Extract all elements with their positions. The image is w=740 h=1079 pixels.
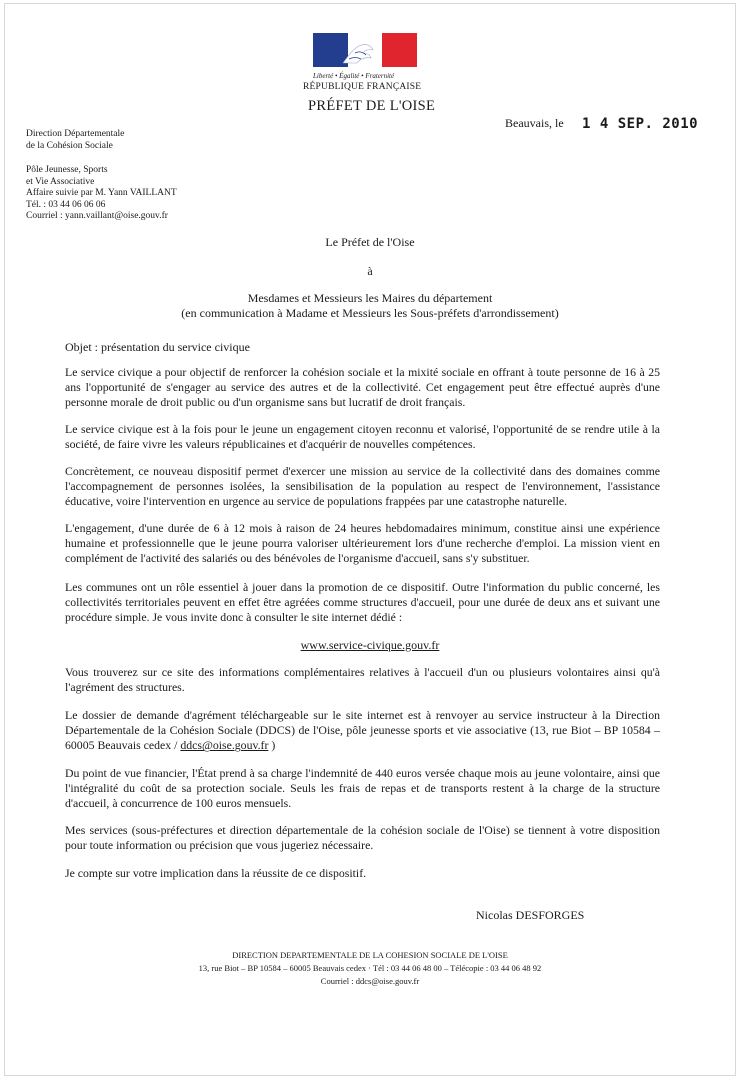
body-paragraph-2: Le service civique est à la fois pour le jeune un engagement citoyen reconnu et valorisé, l'opportunité de se rendre utile à la société, de faire vivre les valeurs républicaines et d'acquérir de nouvelles compétences. [65, 422, 660, 452]
paragraph-text-end: ) [268, 738, 276, 753]
letter-subject: Objet : présentation du service civique [65, 340, 250, 354]
body-paragraph-5: Les communes ont un rôle essentiel à jouer dans la promotion de ce dispositif. Outre l'information du public concerné, les collectivités territoriales peuvent en effet être agréées comme structures d'accueil, pour une durée de deux ans et suivant une procédure simple. Je vous invite donc à consulter le site internet dédié : [65, 580, 660, 625]
sender-block-contact [26, 165, 177, 223]
footer-line-2: 13, rue Biot – BP 10584 – 60005 Beauvais cedex · Tél : 03 44 06 48 00 – Télécopie : 03 44 06 48 92 [198, 963, 542, 973]
prefet-title: PRÉFET DE L'OISE [308, 98, 436, 114]
republique-francaise: RÉPUBLIQUE FRANÇAISE [303, 82, 422, 92]
website-link[interactable]: www.service-civique.gouv.fr [300, 638, 440, 652]
addressee-from: Le Préfet de l'Oise [325, 235, 415, 249]
sender-line: Tél. : 03 44 06 06 06 [26, 199, 106, 210]
addressee-cc: (en communication à Madame et Messieurs les Sous-préfets d'arrondissement) [181, 306, 559, 320]
addressee-recipients: Mesdames et Messieurs les Maires du département [247, 291, 493, 305]
sender-line: et Vie Associative [26, 176, 95, 187]
motto: Liberté • Égalité • Fraternité [313, 72, 395, 80]
footer-line-1: DIRECTION DEPARTEMENTALE DE LA COHESION SOCIALE DE L'OISE [232, 950, 508, 960]
sender-line: Pôle Jeunesse, Sports [26, 165, 108, 175]
sender-line: Courriel : yann.vaillant@oise.gouv.fr [26, 211, 168, 221]
body-paragraph-6: Vous trouverez sur ce site des informations complémentaires relatives à l'accueil d'un ou plusieurs volontaires ainsi qu'à l'agrément des structures. [65, 665, 660, 695]
body-paragraph-4: L'engagement, d'une durée de 6 à 12 mois à raison de 24 heures hebdomadaires minimum, constitue ainsi une expérience humaine et professionnelle que le jeune pourra valoriser ultérieurement lors d'une recherche d'emploi. La mission vient en complément de l'activité des salariés ou des bénévoles de l'organisme d'accueil, sans s'y substituer. [65, 521, 660, 566]
sender-line: de la Cohésion Sociale [26, 140, 113, 151]
body-paragraph-7 [65, 708, 660, 754]
signature-name: Nicolas DESFORGES [476, 908, 585, 922]
letter-date-stamp: 1 4 SEP. 2010 [582, 116, 699, 132]
sender-block-direction [26, 129, 124, 152]
body-paragraph-9: Mes services (sous-préfectures et direction départementale de la cohésion sociale de l'Oise) se tiennent à votre disposition pour toute information ou précision que vous jugeriez nécessaire. [65, 823, 660, 853]
body-paragraph-8: Du point de vue financier, l'État prend à sa charge l'indemnité de 440 euros versée chaque mois au jeune volontaire, ainsi que l'intégralité du coût de sa protection sociale. Seuls les frais de repas et de transports restent à la charge de la structure d'accueil, à concurrence de 100 euros mensuels. [65, 766, 660, 811]
email-link[interactable]: ddcs@oise.gouv.fr [180, 738, 269, 753]
body-paragraph-1: Le service civique a pour objectif de renforcer la cohésion sociale et la mixité sociale en offrant à toute personne de 16 à 25 ans l'opportunité de s'engager au service des autres et de la collectivité. Cet engagement peut être effectué auprès d'une personne morale de droit public ou d'un organisme sans but lucratif de droit français. [65, 365, 660, 410]
sender-line: Affaire suivie par M. Yann VAILLANT [26, 188, 177, 198]
body-paragraph-10: Je compte sur votre implication dans la réussite de ce dispositif. [65, 866, 367, 880]
paragraph-text: Le dossier de demande d'agrément téléchargeable sur le site internet est à renvoyer au service instructeur à la Direction Départementale de la Cohésion Sociale (DDCS) de l'Oise, pôle jeunesse sports et vie associative (13, rue Biot – BP 10584 – 60005 Beauvais cedex / [65, 708, 660, 753]
marianne-logo [313, 33, 417, 67]
body-paragraph-3: Concrètement, ce nouveau dispositif permet d'exercer une mission au service de la collectivité dans des domaines comme l'accompagnement de personnes isolées, la sensibilisation de la population au respect de l'environnement, l'assistance éducative, voire l'intervention en urgence au service de populations frappées par une catastrophe naturelle. [65, 464, 660, 509]
letter-city: Beauvais, le [505, 116, 564, 130]
sender-line: Direction Départementale [26, 129, 125, 139]
footer-line-3: Courriel : ddcs@oise.gouv.fr [320, 976, 420, 986]
addressee-to: à [367, 264, 373, 278]
